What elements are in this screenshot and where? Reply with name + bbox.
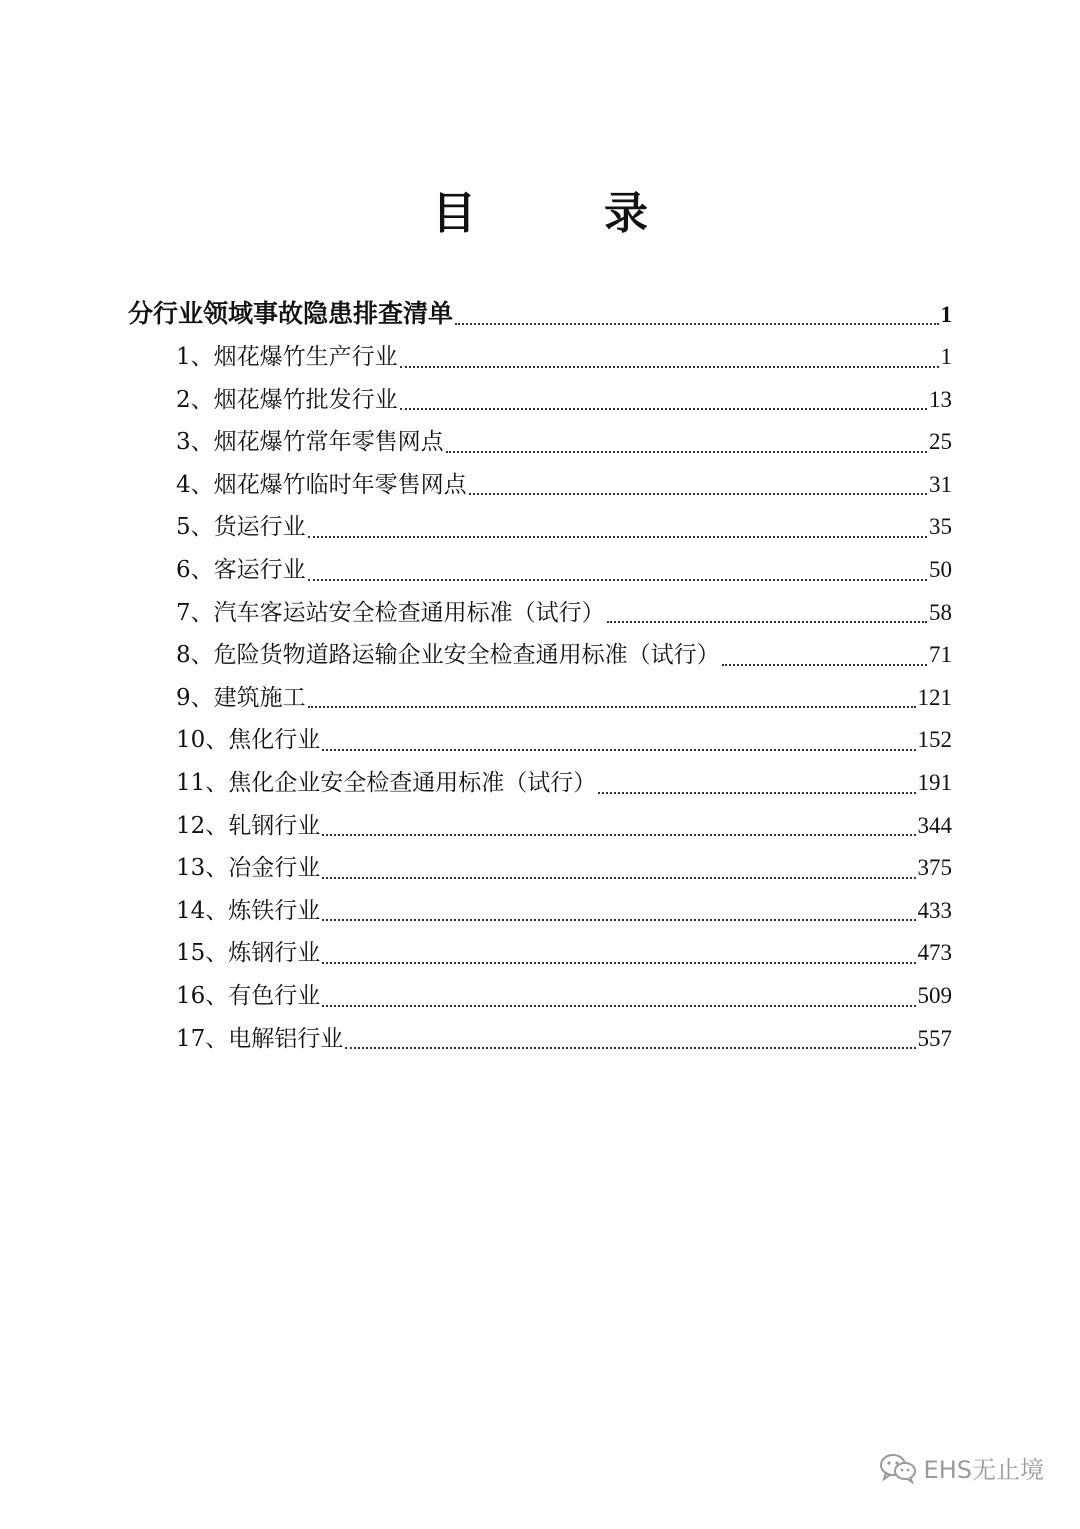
toc-section-label: 分行业领域事故隐患排查清单 [128,299,454,328]
toc-entry[interactable] [128,762,952,805]
dot-leader [322,877,915,879]
toc-entry[interactable] [128,421,952,464]
toc-entry-page-number: 31 [929,471,952,497]
toc-entry-label: 9、建筑施工 [176,684,306,711]
toc-entry-label: 10、焦化行业 [176,727,321,754]
toc-entry[interactable] [128,677,952,720]
toc-entry[interactable] [128,506,952,549]
toc-entry-label: 5、货运行业 [176,514,306,541]
toc-entry-page-number: 152 [917,727,952,753]
dot-leader [322,834,915,836]
toc-entry-page-number: 473 [917,940,952,966]
toc-section-page-number: 1 [940,302,952,327]
toc-entry[interactable] [128,719,952,762]
toc-entry-page-number: 35 [929,514,952,540]
toc-entry-page-number: 58 [929,599,952,625]
toc-entry-label: 16、有色行业 [176,982,321,1009]
toc-entry-label: 4、烟花爆竹临时年零售网点 [176,471,467,498]
toc-entry-page-number: 557 [917,1025,952,1051]
dot-leader [722,664,927,666]
toc-entry-label: 8、危险货物道路运输企业安全检查通用标准（试行） [176,642,720,669]
toc-entry[interactable] [128,1018,952,1061]
toc-entry-label: 2、烟花爆竹批发行业 [176,386,398,413]
toc-section-heading[interactable] [128,292,952,336]
toc-entry-label: 13、冶金行业 [176,855,321,882]
toc-entry[interactable] [128,592,952,635]
dot-leader [345,1047,915,1049]
dot-leader [400,366,939,368]
toc-entry-label: 15、炼钢行业 [176,940,321,967]
toc-entry-list [128,336,952,1060]
dot-leader [469,493,927,495]
dot-leader [400,408,927,410]
toc-entry-label: 7、汽车客运站安全检查通用标准（试行） [176,599,605,626]
toc-entry-label: 1、烟花爆竹生产行业 [176,344,398,370]
toc-entry-page-number: 344 [917,812,952,838]
toc-entry[interactable] [128,847,952,890]
toc-entry[interactable] [128,549,952,592]
toc-entry-page-number: 50 [929,556,952,582]
toc-entry-label: 11、焦化企业安全检查通用标准（试行） [176,769,597,796]
toc-entry[interactable] [128,336,952,379]
dot-leader [598,792,915,794]
dot-leader [607,621,927,623]
toc-entry[interactable] [128,805,952,848]
toc-entry-page-number: 375 [917,855,952,881]
toc-entry[interactable] [128,379,952,422]
dot-leader [308,536,927,538]
dot-leader [446,451,927,453]
toc-entry-label: 12、轧钢行业 [176,812,321,839]
toc-entry-page-number: 25 [929,429,952,455]
dot-leader [308,706,916,708]
dot-leader [322,1005,915,1007]
toc-entry-label: 3、烟花爆竹常年零售网点 [176,429,444,456]
toc-entry-page-number: 509 [917,982,952,1008]
toc-entry-label: 17、电解铝行业 [176,1025,344,1052]
watermark-text: EHS无止境 [923,1456,1044,1484]
table-of-contents [128,292,952,1060]
watermark [878,1450,1044,1485]
dot-leader [455,323,938,325]
dot-leader [308,579,927,581]
toc-entry[interactable] [128,890,952,933]
toc-entry-label: 6、客运行业 [176,556,306,583]
wechat-icon [878,1452,918,1484]
dot-leader [322,962,915,964]
toc-entry-page-number: 1 [940,344,952,369]
page-title: 目 录 [432,188,690,239]
toc-entry-page-number: 121 [917,684,952,710]
toc-entry[interactable] [128,975,952,1018]
toc-entry-page-number: 433 [917,897,952,923]
toc-entry-label: 14、炼铁行业 [176,897,321,924]
toc-entry[interactable] [128,932,952,975]
toc-entry[interactable] [128,464,952,507]
toc-entry-page-number: 71 [929,642,952,668]
dot-leader [322,919,915,921]
toc-entry-page-number: 13 [929,386,952,412]
toc-entry-page-number: 191 [917,769,952,795]
dot-leader [322,749,915,751]
toc-entry[interactable] [128,634,952,677]
